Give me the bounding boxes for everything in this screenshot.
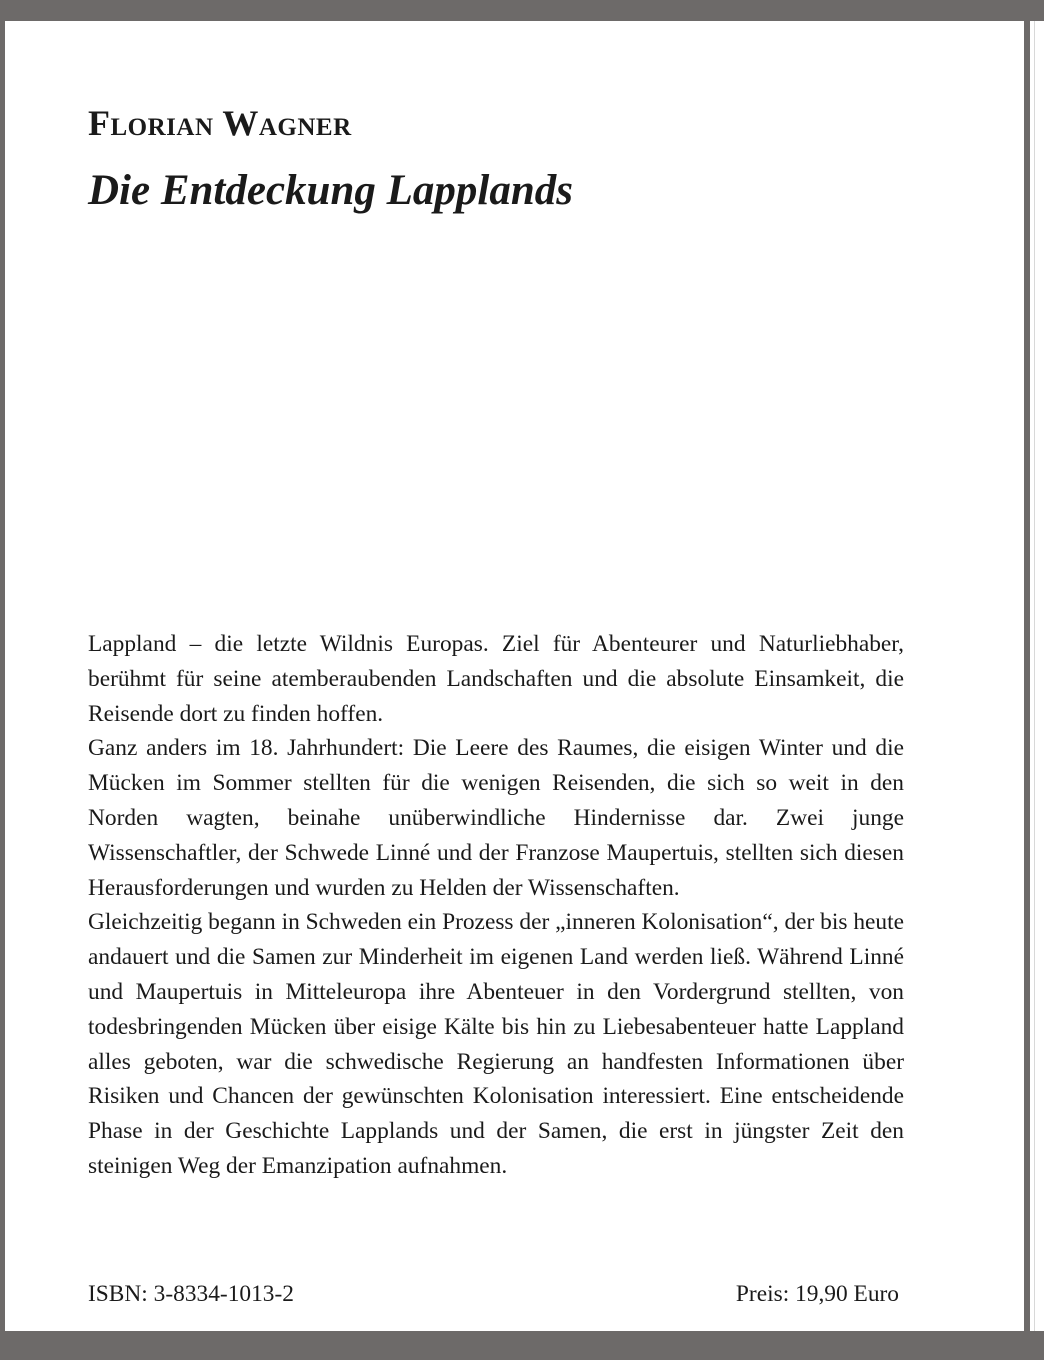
page-edge-line [1034, 21, 1035, 1331]
price: Preis: 19,90 Euro [735, 1281, 899, 1307]
blurb-paragraph: Lappland – die letzte Wildnis Europas. Ziel für Abenteurer und Naturliebhaber, berühmt für seine atemberaubenden Landschaften und die absolute Einsamkeit, die Reisende dort zu finden hoffen. [88, 631, 904, 727]
blurb-text [88, 627, 904, 1184]
author-name: Florian Wagner [88, 103, 352, 143]
blurb-paragraph: Gleichzeitig begann in Schweden ein Prozess der „inneren Kolonisation“, der bis heute andauert und die Samen zur Minderheit im eigenen Land werden ließ. Während Linné und Maupertuis in Mitteleuropa ihre Abenteuer in den Vordergrund stellten, von todesbringenden Mücken über eisige Kälte bis hin zu Liebesabenteuer hatte Lappland alles geboten, war die schwedische Regierung an handfesten Informationen über Risiken und Chancen der gewünschten Kolonisation interessiert. Eine entscheidende Phase in der Geschichte Lapplands und der Samen, die erst in jüngster Zeit den steinigen Weg der Emanzipation aufnahmen. [88, 909, 904, 1179]
next-page-edge [1030, 21, 1044, 1331]
book-title: Die Entdeckung Lapplands [88, 167, 573, 214]
isbn: ISBN: 3-8334-1013-2 [88, 1281, 294, 1307]
blurb-paragraph: Ganz anders im 18. Jahrhundert: Die Leere des Raumes, die eisigen Winter und die Mücken im Sommer stellten für die wenigen Reisenden, die sich so weit in den Norden wagten, beinahe unüberwindliche Hindernisse dar. Zwei junge Wissenschaftler, der Schwede Linné und der Franzose Maupertuis, stellten sich diesen Herausforderungen und wurden zu Helden der Wissenschaften. [88, 735, 904, 901]
